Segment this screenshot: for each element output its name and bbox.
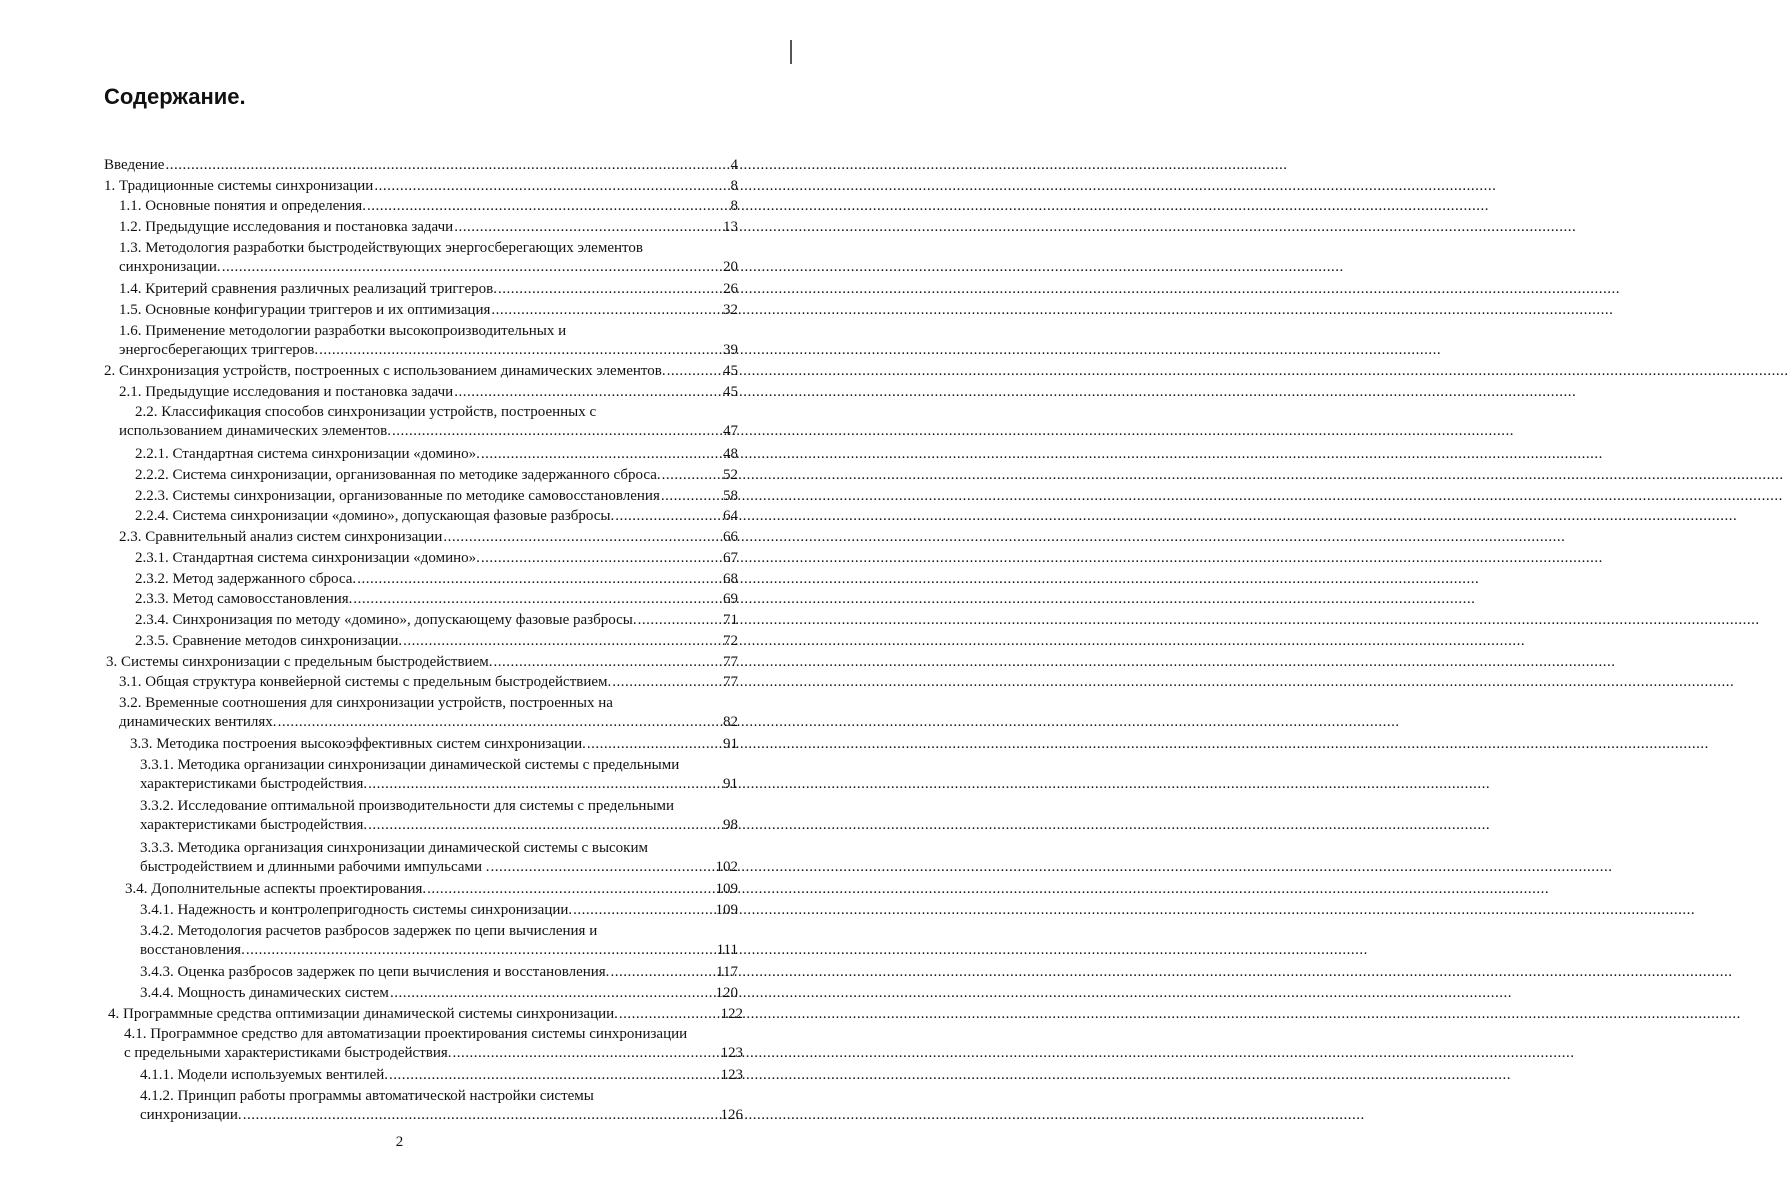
toc-page-number: 4 [730, 157, 738, 173]
toc-entry-title: 3.4.4. Мощность динамических систем [140, 985, 389, 1001]
toc-entry-title: 1.4. Критерий сравнения различных реализаций триггеров. [119, 281, 498, 297]
toc-entry[interactable] [135, 632, 738, 651]
toc-entry-title: 2. Синхронизация устройств, построенных с использованием динамических элементов. [104, 363, 666, 379]
toc-entry-title-line: 4.1. Программное средство для автоматизации проектирования системы синхронизации [124, 1026, 688, 1042]
toc-entry[interactable] [140, 797, 738, 835]
toc-entry-title: восстановления. [140, 942, 245, 958]
toc-entry-title: 2.3.4. Синхронизация по методу «домино», допускающему фазовые разбросы. [135, 612, 637, 628]
toc-entry-title: 2.3.2. Метод задержанного сброса. [135, 571, 357, 587]
toc-entry[interactable] [119, 197, 738, 216]
toc-page-number: 45 [723, 363, 738, 379]
toc-entry-title: 2.1. Предыдущие исследования и постановка задачи [119, 384, 454, 400]
toc-entry[interactable] [119, 280, 738, 299]
toc-entry-title-line: 3.3.1. Методика организации синхронизации динамической системы с предельными [140, 757, 680, 773]
toc-dot-leader [610, 963, 715, 982]
toc-entry[interactable] [140, 963, 738, 982]
toc-dot-leader [367, 197, 730, 216]
toc-page-number: 72 [723, 633, 738, 649]
toc-entry[interactable] [135, 466, 738, 485]
toc-entry[interactable] [140, 839, 738, 877]
toc-page-number: 20 [723, 259, 738, 275]
toc-page-number: 111 [716, 942, 738, 958]
page-title: Содержание. [104, 84, 246, 109]
toc-dot-leader [491, 858, 715, 877]
toc-dot-leader [612, 673, 722, 692]
toc-dot-leader [390, 984, 715, 1003]
toc-entry[interactable] [119, 322, 738, 360]
toc-entry[interactable] [106, 653, 738, 672]
toc-entry[interactable] [119, 218, 738, 237]
toc-dot-leader [454, 218, 722, 237]
toc-page-number: 64 [723, 508, 738, 524]
toc-page-number: 98 [723, 817, 738, 833]
toc-entry-title: 2.3.3. Метод самовосстановления. [135, 591, 353, 607]
document-page [0, 0, 799, 1201]
toc-entry[interactable] [135, 549, 738, 568]
page-number: 2 [395, 1134, 404, 1150]
toc-dot-leader [443, 528, 722, 547]
toc-entry-title: 2.3.1. Стандартная система синхронизации «домино». [135, 550, 480, 566]
toc-entry[interactable] [135, 611, 738, 630]
toc-entry-title: 2.2.4. Система синхронизации «домино», допускающая фазовые разбросы. [135, 508, 615, 524]
toc-page-number: 91 [723, 736, 738, 752]
toc-entry[interactable] [104, 156, 738, 175]
toc-entry[interactable] [140, 922, 738, 960]
toc-entry-title-line: 2.2. Классификация способов синхронизации устройств, построенных с [135, 404, 597, 420]
toc-dot-leader [374, 177, 729, 196]
toc-entry[interactable] [140, 901, 738, 920]
toc-page-number: 123 [720, 1045, 743, 1061]
toc-entry[interactable] [119, 239, 738, 277]
toc-entry[interactable] [135, 507, 738, 526]
toc-entry-title-line: 3.3.2. Исследование оптимальной производительности для системы с предельными [140, 798, 675, 814]
toc-page-number: 102 [715, 859, 738, 875]
toc-page-number: 77 [723, 654, 738, 670]
toc-entry[interactable] [119, 694, 738, 732]
toc-entry-title-line: 1.6. Применение методологии разработки высокопроизводительных и [119, 323, 567, 339]
toc-dot-leader [368, 816, 722, 835]
toc-dot-leader [278, 713, 722, 732]
toc-entry-title: динамических вентилях. [119, 714, 277, 730]
toc-entry-title: 3.4.3. Оценка разбросов задержек по цепи вычисления и восстановления. [140, 964, 610, 980]
toc-page-number: 126 [720, 1107, 743, 1123]
toc-dot-leader [587, 735, 722, 754]
toc-entry[interactable] [140, 1066, 743, 1085]
toc-entry-title: 2.2.1. Стандартная система синхронизации «домино». [135, 446, 480, 462]
toc-entry[interactable] [135, 487, 738, 506]
toc-entry-title: 2.3. Сравнительный анализ систем синхронизации [119, 529, 443, 545]
toc-entry[interactable] [135, 570, 738, 589]
toc-entry[interactable] [135, 590, 738, 609]
toc-entry-title: использованием динамических элементов. [119, 423, 392, 439]
toc-page-number: 69 [723, 591, 738, 607]
toc-page-number: 8 [730, 178, 738, 194]
toc-dot-leader [389, 1066, 720, 1085]
toc-dot-leader [453, 1044, 720, 1063]
toc-page-number: 122 [720, 1006, 743, 1022]
toc-entry-title: 3.3. Методика построения высокоэффективных систем синхронизации. [130, 736, 586, 752]
toc-entry-title: 3.4. Дополнительные аспекты проектирования. [125, 881, 427, 897]
toc-dot-leader [368, 775, 722, 794]
toc-dot-leader [491, 301, 722, 320]
toc-entry-title: 3.1. Общая структура конвейерной системы с предельным быстродействием. [119, 674, 612, 690]
toc-entry-title: быстродействием и длинными рабочими импульсами . [140, 859, 490, 875]
toc-entry[interactable] [119, 673, 738, 692]
toc-page-number: 77 [723, 674, 738, 690]
toc-entry-title-line: 3.2. Временные соотношения для синхронизации устройств, построенных на [119, 695, 613, 711]
toc-dot-leader [243, 1106, 720, 1125]
toc-entry-title: 2.2.2. Система синхронизации, организованная по методике задержанного сброса. [135, 467, 661, 483]
toc-dot-leader [573, 901, 714, 920]
toc-page-number: 123 [720, 1067, 743, 1083]
toc-page-number: 48 [723, 446, 738, 462]
toc-dot-leader [667, 362, 722, 381]
toc-dot-leader [319, 341, 722, 360]
toc-entry[interactable] [135, 445, 738, 464]
toc-dot-leader [498, 280, 722, 299]
toc-entry-title: характеристиками быстродействия. [140, 776, 368, 792]
toc-entry[interactable] [119, 383, 738, 402]
toc-page-number: 13 [723, 219, 738, 235]
toc-entry-title: характеристиками быстродействия. [140, 817, 368, 833]
toc-dot-leader [165, 156, 729, 175]
toc-entry[interactable] [119, 528, 738, 547]
toc-entry-title-line: 3.3.3. Методика организация синхронизации динамической системы с высоким [140, 840, 648, 856]
toc-entry-title: 1.1. Основные понятия и определения. [119, 198, 366, 214]
toc-dot-leader [619, 1005, 720, 1024]
toc-dot-leader [661, 487, 722, 506]
toc-entry-title-line: 3.4.2. Методология расчетов разбросов задержек по цепи вычисления и [140, 923, 598, 939]
toc-page-number: 39 [723, 342, 738, 358]
toc-entry-title: синхронизации. [119, 259, 221, 275]
toc-entry-title: 3.4.1. Надежность и контролепригодность системы синхронизации. [140, 902, 573, 918]
toc-page-number: 117 [716, 964, 738, 980]
toc-page-number: 45 [723, 384, 738, 400]
toc-entry-title: 1. Традиционные системы синхронизации [104, 178, 374, 194]
toc-entry-title: 4.1.1. Модели используемых вентилей. [140, 1067, 388, 1083]
toc-dot-leader [353, 590, 722, 609]
toc-entry-title: энергосберегающих триггеров. [119, 342, 319, 358]
toc-dot-leader [481, 445, 722, 464]
toc-entry-title: с предельными характеристиками быстродействия. [124, 1045, 452, 1061]
toc-entry[interactable] [104, 362, 738, 381]
toc-page-number: 8 [730, 198, 738, 214]
toc-page-number: 109 [715, 881, 738, 897]
toc-page-number: 67 [723, 550, 738, 566]
toc-entry[interactable] [140, 1087, 743, 1125]
toc-entry-title: 2.2.3. Системы синхронизации, организованные по методике самовосстановления [135, 488, 660, 504]
toc-entry-title: 1.2. Предыдущие исследования и постановка задачи [119, 219, 454, 235]
toc-dot-leader [662, 466, 722, 485]
toc-entry-title: 3. Системы синхронизации с предельным быстродействием. [106, 654, 493, 670]
toc-page-number: 68 [723, 571, 738, 587]
toc-dot-leader [454, 383, 722, 402]
toc-page-number: 82 [723, 714, 738, 730]
toc-page-number: 47 [723, 423, 738, 439]
toc-entry-title: синхронизации. [140, 1107, 242, 1123]
toc-entry[interactable] [130, 735, 738, 754]
toc-entry[interactable] [119, 301, 738, 320]
toc-entry-title: Введение [104, 157, 165, 173]
toc-entry[interactable] [140, 756, 738, 794]
toc-dot-leader [246, 941, 716, 960]
toc-dot-leader [403, 632, 722, 651]
toc-page-number: 66 [723, 529, 738, 545]
toc-page-number: 120 [715, 985, 738, 1001]
toc-dot-leader [427, 880, 714, 899]
toc-page-number: 26 [723, 281, 738, 297]
toc-page-number: 109 [715, 902, 738, 918]
toc-page-number: 52 [723, 467, 738, 483]
toc-dot-leader [222, 258, 722, 277]
toc-dot-leader [493, 653, 722, 672]
toc-entry-title: 4. Программные средства оптимизации динамической системы синхронизации. [108, 1006, 618, 1022]
scan-edge-mark [790, 40, 792, 64]
toc-entry-title-line: 4.1.2. Принцип работы программы автоматической настройки системы [140, 1088, 594, 1104]
toc-entry-title: 1.5. Основные конфигурации триггеров и их оптимизация [119, 302, 491, 318]
toc-page-number: 71 [723, 612, 738, 628]
toc-entry[interactable] [104, 177, 738, 196]
toc-page-number: 91 [723, 776, 738, 792]
toc-entry[interactable] [119, 403, 738, 441]
toc-entry[interactable] [108, 1005, 743, 1024]
toc-dot-leader [481, 549, 722, 568]
toc-dot-leader [357, 570, 722, 589]
toc-dot-leader [638, 611, 722, 630]
toc-entry-title: 2.3.5. Сравнение методов синхронизации. [135, 633, 403, 649]
toc-dot-leader [392, 422, 722, 441]
toc-dot-leader [615, 507, 722, 526]
toc-entry-title-line: 1.3. Методология разработки быстродействующих энергосберегающих элементов [119, 240, 643, 256]
toc-page-number: 32 [723, 302, 738, 318]
toc-entry[interactable] [124, 1025, 743, 1063]
toc-entry[interactable] [140, 984, 738, 1003]
toc-entry[interactable] [125, 880, 738, 899]
toc-page-number: 58 [723, 488, 738, 504]
